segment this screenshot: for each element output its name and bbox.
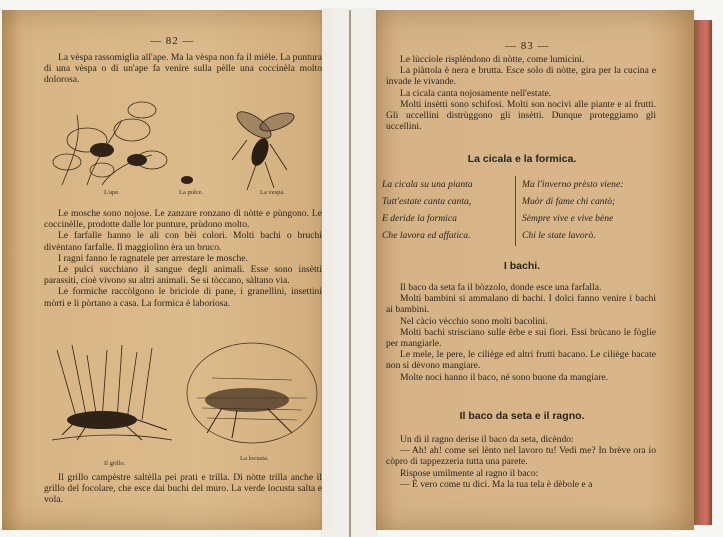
cricket-illustration	[47, 340, 177, 455]
text-line: Molti bambini si ammalano di bachi. I dolci fanno venire i bachi ai bambini.	[386, 293, 656, 316]
left-page	[2, 10, 332, 530]
locust-illustration	[182, 338, 322, 453]
text-line: Il grillo campèstre saltèlla pei prati e trilla. Di nòtte trilla anche il grillo del focolare, che esce dai buchi del muro. La verde locusta salta e vola.	[44, 472, 322, 506]
paragraph	[44, 208, 322, 309]
paragraph	[386, 54, 656, 132]
text-line: Le pulci succhiano il sangue degli animali. Esse sono insètti parassiti, cioè vivono su altri animali. Se si tòccano, sàltano via.	[44, 264, 322, 287]
paragraph	[44, 52, 322, 86]
text-line: Molti bachi strisciano sulle èrbe e sui fiori. Essi brùcano le fòglie per mangiarle.	[386, 326, 656, 350]
text-line: Molti insètti sono schifosi. Molti son nocivi alle piante e ai frutti. Gli uccellini distrùggono gli insètti. Dunque proteggiamo gli uccellini.	[386, 98, 656, 133]
tape-strip	[351, 10, 376, 537]
text-line: I ragni fanno le ragnatele per arrestare le mosche.	[58, 252, 248, 264]
poem-line: Sèmpre vive e vive bène	[522, 213, 614, 224]
poem-line: Ma l'inverno prèsto viene:	[522, 179, 624, 190]
text-line: Il baco da seta fa il bòzzolo, donde esce una farfalla.	[400, 282, 602, 293]
text-line: La vèspa rassomiglia all'ape. Ma la vèspa non fa il mièle. La puntura di una vèspa o di un'ape fa venire sulla pèlle una coccinèla molto dolorosa.	[44, 52, 322, 86]
text-line: Le lùcciole risplèndono di nòtte, come lumicini.	[400, 54, 585, 65]
text-line: Le mele, le pere, le ciliège ed altri frutti bacano. Le ciliège bacate non si dèvono mangiare.	[386, 349, 656, 372]
poem-line: Che lavora ed affatica.	[382, 230, 471, 241]
caption: La locusta.	[240, 455, 269, 462]
poem-left	[382, 176, 527, 244]
caption: Il grillo.	[104, 460, 126, 467]
text-line: Molte noci hanno il baco, né sono buone da mangiare.	[400, 371, 609, 383]
poem-line: Chi le state lavorò.	[522, 230, 596, 241]
text-line: La cicala canta nojosamente nell'estate.	[400, 87, 552, 99]
page-edge	[694, 20, 712, 525]
poem-right	[522, 176, 692, 244]
poem-divider	[515, 176, 516, 246]
poem-line: Tutt'estate canta canta,	[382, 196, 472, 207]
right-page	[372, 10, 694, 530]
poem-line: La cicala su una pianta	[382, 179, 473, 190]
text-line: Le mosche sono nojose. Le zanzare ronzano di nòtte e pùngono. Le coccinèlle, prodotte dalle lor punture, prùdono molto.	[44, 208, 322, 231]
page-number: — 82 —	[150, 35, 195, 47]
paragraph	[386, 282, 656, 383]
text-line: Nel càcio vècchio sono molti bacolini.	[400, 315, 548, 327]
text-line: — Ah! ah! come sei lènto nel lavoro tu! Vedi me? In brève ora io còpro di tappezzeria tutta una parete.	[386, 445, 656, 468]
poem-line: E deride la formica	[382, 213, 457, 224]
text-line: Un dì il ragno derise il baco da seta, dicèndo:	[400, 434, 574, 445]
poem-line: Muòr di fame chi cantò;	[522, 196, 616, 207]
paragraph	[44, 472, 322, 506]
paragraph	[386, 434, 656, 490]
text-line: Rispose umilmente al ragno il baco:	[400, 467, 539, 479]
caption: La pulce.	[179, 189, 204, 196]
section-heading: I bachi.	[503, 260, 541, 272]
section-heading: Il baco da seta e il ragno.	[459, 410, 585, 422]
page-number: — 83 —	[505, 40, 550, 52]
text-line: La piàttola è nera e brutta. Esce solo di nòtte, gira per la cucina e invade le vivande.	[386, 65, 656, 88]
text-line: Le formiche raccòlgono le briciole di pane, i granellini, insettini mòrti e li pòrtano a casa. La formica è laboriosa.	[44, 286, 322, 309]
insects-illustration	[42, 100, 332, 195]
text-line: — È vero come tu dici. Ma la tua tela è dèbole e a	[400, 478, 593, 490]
text-line: Le farfalle hanno le ali con bèi colori. Molti bachi o bruchi divèntano farfalle. Il maggiolino èra un bruco.	[44, 230, 322, 253]
caption: L'ape.	[104, 189, 120, 196]
section-heading: La cicala e la formica.	[467, 153, 577, 165]
tape-strip	[322, 10, 349, 537]
caption: La vespa.	[260, 189, 285, 196]
